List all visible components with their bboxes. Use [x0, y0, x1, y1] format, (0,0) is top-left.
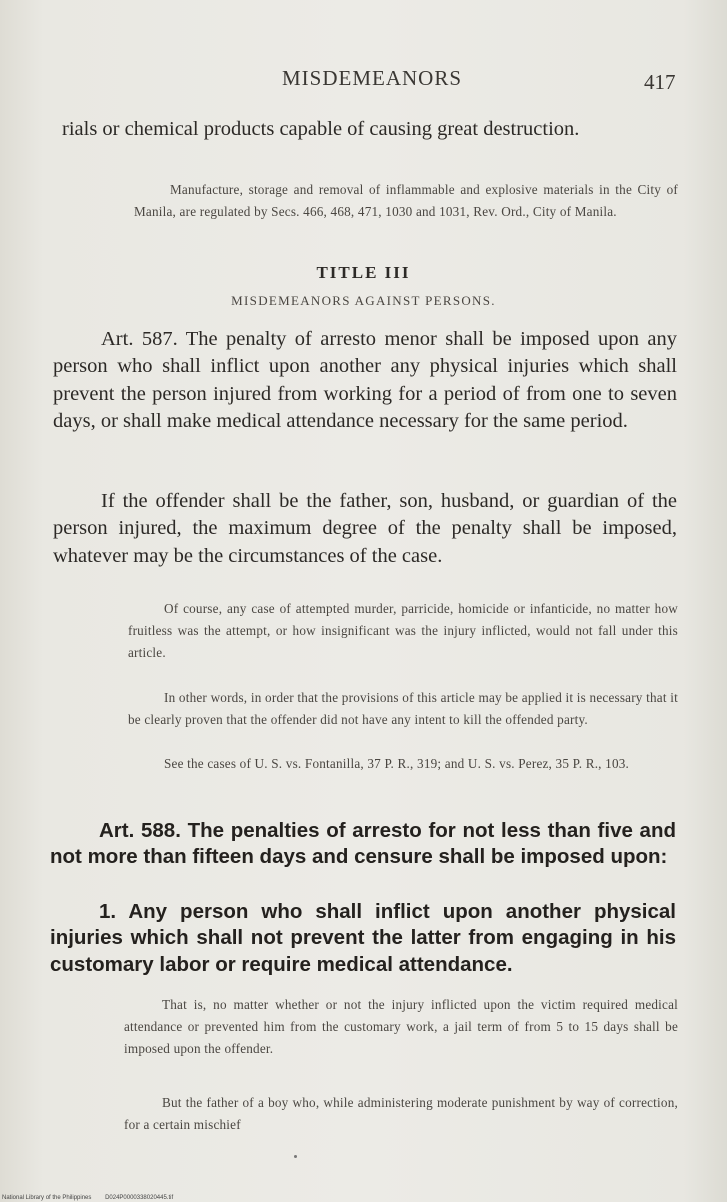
running-head	[0, 62, 727, 96]
continuation-paragraph: rials or chemical products capable of causing great destruction.	[62, 118, 580, 140]
title-heading: TITLE III	[316, 263, 411, 282]
article-587-second-paragraph: If the offender shall be the father, son, husband, or guardian of the person injured, the maximum degree of the penalty shall be imposed, whatever may be the circumstances of the case.	[53, 490, 677, 567]
page-number: 417	[644, 70, 676, 94]
article-587-paragraph: Art. 587. The penalty of arresto menor shall be imposed upon any person who shall inflict upon another any physical injuries which shall prevent the person injured from working for a period of from one to seven days, or shall make medical attendance necessary for the same period.	[53, 328, 677, 432]
article-588-note-father: But the father of a boy who, while administering moderate punishment by way of correction, for a certain mischief	[124, 1095, 678, 1132]
footnote-manila-ordinances: Manufacture, storage and removal of inflammable and explosive materials in the City of Manila, are regulated by Secs. 466, 468, 471, 1030 and 1031, Rev. Ord., City of Manila.	[134, 182, 678, 219]
scan-identifier: D024P0000338020445.tif	[105, 1195, 174, 1201]
article-588-note-jail-term: That is, no matter whether or not the injury inflicted upon the victim required medical attendance or prevented him from the customary work, a jail term of from 5 to 15 days shall be imposed upon the offender.	[124, 997, 678, 1056]
paper-speck	[294, 1155, 297, 1158]
article-587-note-attempted-murder: Of course, any case of attempted murder, parricide, homicide or infanticide, no matter how fruitless was the attempt, or how insignificant was the injury inflicted, would not fall under this article.	[128, 601, 678, 660]
scan-footer	[2, 1195, 185, 1201]
library-credit: National Library of the Philippines	[2, 1195, 92, 1201]
article-587-note-cases: See the cases of U. S. vs. Fontanilla, 37 P. R., 319; and U. S. vs. Perez, 35 P. R., 103.	[164, 756, 630, 771]
article-588-item-1: 1. Any person who shall inflict upon another physical injuries which shall not prevent the latter from engaging in his customary labor or require medical attendance.	[50, 900, 676, 976]
article-587-note-intent: In other words, in order that the provisions of this article may be applied it is necessary that it be clearly proven that the offender did not have any intent to kill the offended party.	[128, 690, 678, 727]
title-subheading: MISDEMEANORS AGAINST PERSONS.	[231, 293, 496, 308]
article-588-paragraph: Art. 588. The penalties of arresto for not less than five and not more than fifteen days and censure shall be imposed upon:	[50, 819, 676, 869]
running-title: MISDEMEANORS	[282, 66, 463, 90]
